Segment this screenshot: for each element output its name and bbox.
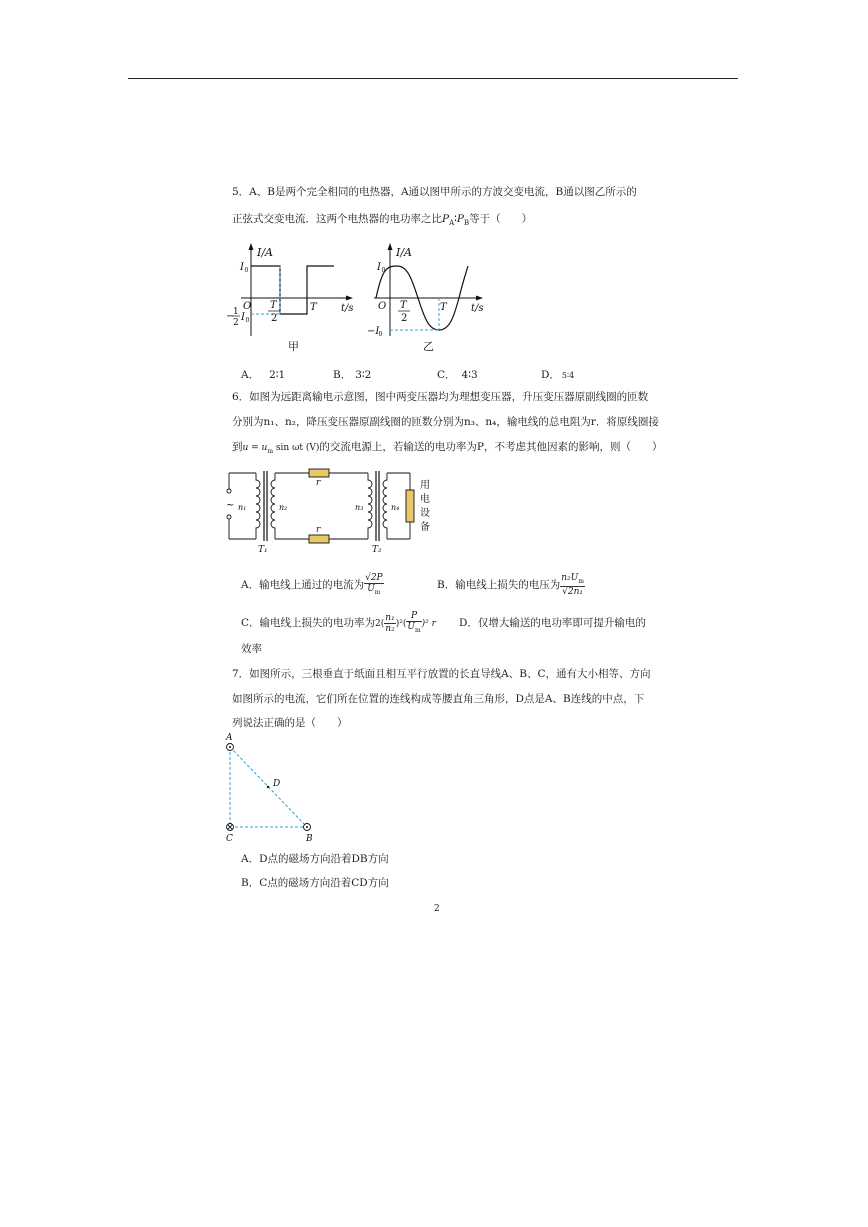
q6-option-d: D．仅增大输送的电功率即可提升输电的	[459, 617, 646, 629]
n2-label: n₂	[279, 503, 288, 512]
jia-I0-sub: 0	[244, 267, 249, 274]
resistor-bottom-label: r	[316, 525, 321, 535]
jia-neg-sign: −	[226, 311, 235, 322]
n4-label: n₄	[391, 503, 400, 512]
q7-stem-line1: 7．如图所示，三根垂直于纸面且相互平行放置的长直导线A、B、C，通有大小相等、方向	[232, 668, 651, 680]
q5-option-d: D． 5∶4	[541, 369, 575, 381]
label-b: B	[306, 834, 313, 844]
wire-a-out-icon	[227, 744, 234, 751]
yi-negI0-label: −I	[367, 326, 380, 337]
device-char-2: 电	[420, 494, 430, 505]
wire-c-in-icon	[227, 824, 234, 831]
source-symbol: ~	[226, 500, 235, 511]
jia-origin: O	[243, 301, 252, 312]
q5-option-c: C． 4∶3	[437, 369, 478, 381]
q6-stem-line1: 6．如图为远距离输电示意图，图中两变压器均为理想变压器，升压变压器原副线圈的匝数	[232, 391, 649, 403]
q7-stem-line2: 如图所示的电流，它们所在位置的连线构成等腰直角三角形，D点是A、B连线的中点，下	[232, 693, 645, 705]
yi-xlabel: t/s	[471, 303, 484, 314]
yi-caption: 乙	[423, 340, 434, 353]
n1-label: n₁	[238, 503, 247, 512]
jia-thalf-num: T	[270, 300, 277, 311]
jia-negI0-sub: 0	[245, 317, 250, 324]
n3-label: n₃	[355, 503, 364, 512]
jia-caption: 甲	[288, 340, 299, 353]
t2-label: T₂	[372, 545, 382, 555]
yi-negI0-sub: 0	[378, 331, 383, 338]
q5-option-b: B． 3∶2	[333, 369, 372, 381]
yi-T-label: T	[440, 302, 447, 313]
yi-I0-label: I	[377, 262, 381, 273]
q5-stem-line2: 正弦式交变电流．这两个电热器的电功率之比$P_A∶P_B$等于（ ）	[232, 213, 533, 228]
q7-option-a: A．D点的磁场方向沿着DB方向	[241, 853, 389, 865]
wire-b-out-icon	[304, 824, 311, 831]
q6-stem-line2: 分别为n₁、n₂，降压变压器原副线圈的匝数分别为n₃、n₄，输电线的总电阻为r．将原线圈接	[232, 416, 659, 428]
q6-stem-line3: 到$u = u_m$ sin ωt (V)的交流电源上，若输送的电功率为P，不考虑其他因素的影响，则（ ）	[232, 441, 663, 456]
yi-ylabel: I/A	[396, 246, 412, 259]
jia-I0-label: I	[240, 262, 244, 273]
resistor-top-label: r	[316, 478, 321, 488]
label-d: D	[273, 779, 281, 789]
t1-label: T₁	[258, 545, 268, 555]
q6-option-c: C．输电线上损失的电功率为2( $\frac{\text{n₁}}{\text{n₂}}$ )²( $\frac{P}{U_m}$ )² r	[241, 610, 436, 634]
q5-option-a: A． 2∶1	[241, 369, 286, 381]
jia-T-label: T	[310, 302, 317, 313]
jia-half-den: 2	[233, 318, 239, 328]
yi-I0-sub: 0	[381, 267, 386, 274]
jia-half-num: 1	[233, 307, 239, 317]
jia-ylabel: I/A	[257, 246, 273, 259]
label-a: A	[226, 733, 233, 743]
jia-thalf-den: 2	[271, 313, 278, 324]
point-d-dot	[267, 786, 269, 788]
q5-stem-line1: 5．A、B是两个完全相同的电热器，A通以图甲所示的方波交变电流，B通以图乙所示的	[232, 186, 637, 198]
page-number: 2	[434, 904, 440, 914]
q6-option-d-cont: 效率	[241, 643, 262, 655]
device-char-4: 备	[420, 522, 430, 533]
q6-optA-fraction: $\frac{√2P}{U_m}$	[365, 572, 383, 596]
q6-optB-fraction: $\frac{n_2U_m}{\text{√2n₁}}$	[561, 572, 584, 598]
jia-xlabel: t/s	[341, 303, 354, 314]
label-c: C	[226, 834, 233, 844]
yi-thalf-num: T	[400, 300, 407, 311]
q7-stem-line3: 列说法正确的是（ ）	[232, 717, 348, 729]
q7-option-b: B．C点的磁场方向沿着CD方向	[241, 877, 389, 889]
q6-option-b: B．输电线上损失的电压为 $\frac{n_2U_m}{\text{√2n₁}}$	[437, 572, 584, 598]
yi-origin: O	[378, 301, 387, 312]
q6-option-a: A．输电线上通过的电流为 $\frac{√2P}{U_m}$	[241, 572, 383, 596]
jia-negI0-label: I	[241, 312, 245, 323]
yi-thalf-den: 2	[401, 313, 408, 324]
device-char-3: 设	[420, 508, 430, 519]
device-char-1: 用	[420, 480, 430, 491]
